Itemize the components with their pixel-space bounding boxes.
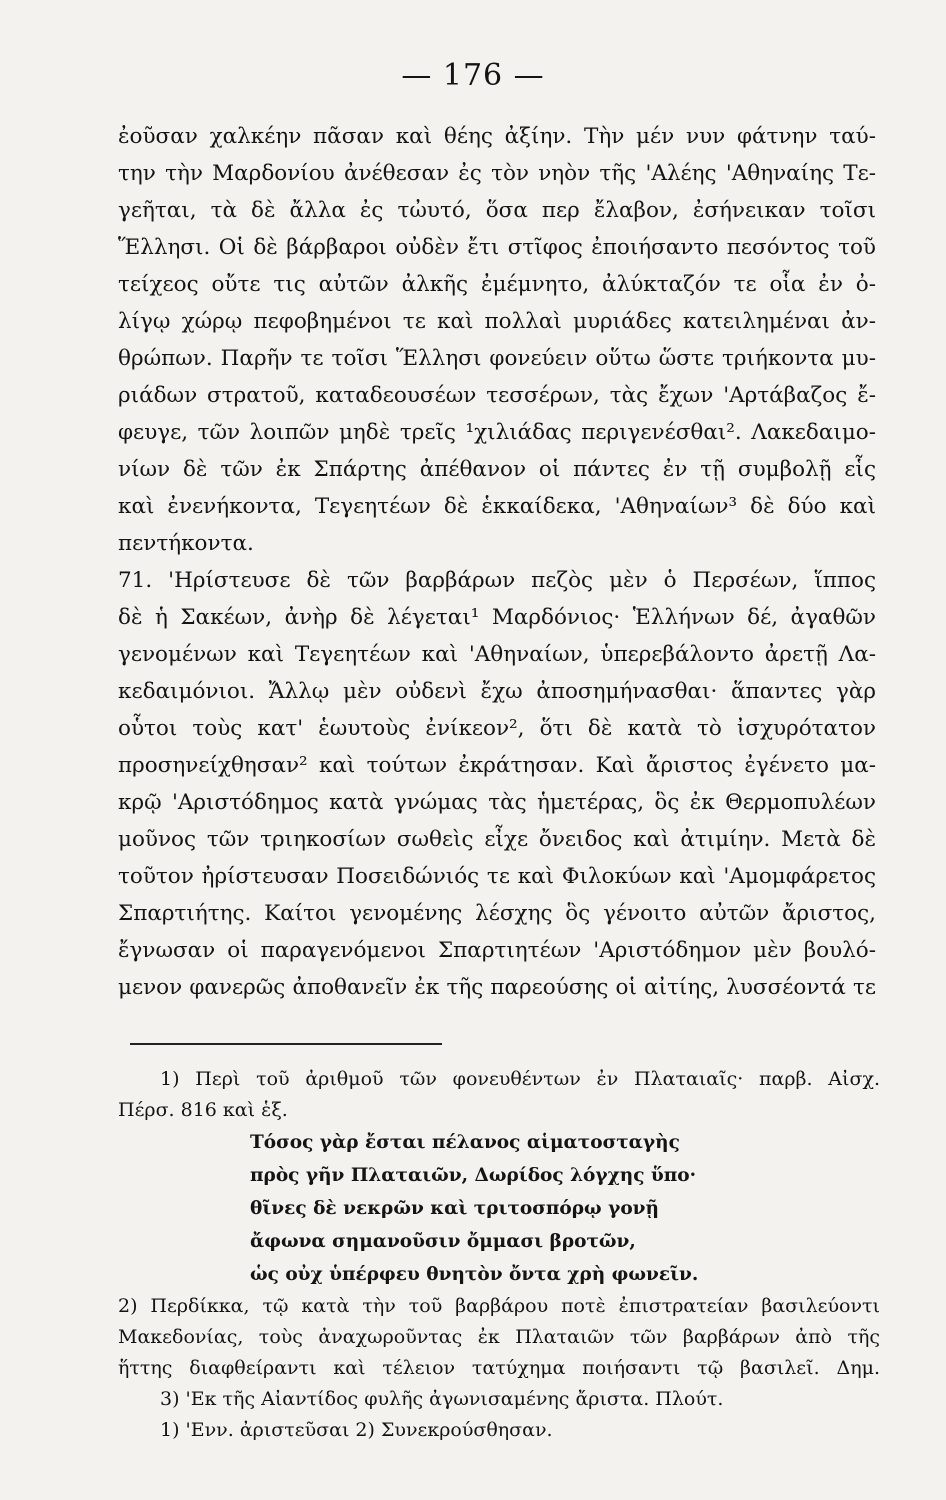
text-line: την τὴν Μαρδονίου ἀνέθεσαν ἐς τὸν νηὸν τῆς 'Αλέης 'Αθηναίης Τε- [118, 161, 876, 186]
text-line: ριάδων στρατοῦ, καταδεουσέων τεσσέρων, τὰς ἔχων 'Αρτάβαζος ἔ- [118, 383, 876, 408]
text-line: ἔγνωσαν οἱ παραγενόμενοι Σπαρτιητέων 'Αριστόδημον μὲν βουλό- [118, 938, 876, 963]
text-line: Ἕλλησι. Οἱ δὲ βάρβαροι οὐδὲν ἔτι στῖφος ἐποιήσαντο πεσόντος τοῦ [118, 235, 876, 260]
text-line: τοῦτον ἠρίστευσαν Ποσειδώνιός τε καὶ Φιλοκύων καὶ 'Αμομφάρετος [118, 864, 876, 889]
text-line: τείχεος οὔτε τις αὐτῶν ἀλκῆς ἐμέμνητο, ἀλύκταζόν τε οἷα ἐν ὀ- [118, 272, 876, 297]
text-line: μοῦνος τῶν τριηκοσίων σωθεὶς εἶχε ὄνειδος καὶ ἀτιμίην. Μετὰ δὲ [118, 827, 876, 852]
main-text [118, 118, 876, 1006]
text-line: δὲ ἡ Σακέων, ἀνὴρ δὲ λέγεται¹ Μαρδόνιος· Ἑλλήνων δέ, ἀγαθῶν [118, 605, 876, 630]
verse-line: Τόσος γὰρ ἔσται πέλανος αἱματοσταγὴς [250, 1132, 680, 1153]
text-line: Σπαρτιήτης. Καίτοι γενομένης λέσχης ὃς γένοιτο αὐτῶν ἄριστος, [118, 901, 876, 926]
text-line: γενομένων καὶ Τεγεητέων καὶ 'Αθηναίων, ὑπερεβάλοντο ἀρετῇ Λα- [118, 642, 876, 667]
footnote-divider [130, 1043, 442, 1045]
text-line: φευγε, τῶν λοιπῶν μηδὲ τρεῖς ¹χιλιάδας περιγενέσθαι². Λακεδαιμο- [118, 420, 876, 445]
text-line: λίγῳ χώρῳ πεφοβημένοι τε καὶ πολλαὶ μυριάδες κατειλημέναι ἀν- [118, 309, 876, 334]
text-line: ἐοῦσαν χαλκέην πᾶσαν καὶ θέης ἀξίην. Τὴν μέν νυν φάτνην ταύ- [118, 124, 876, 149]
verse-line: ἄφωνα σημανοῦσιν ὄμμασι βροτῶν, [250, 1231, 636, 1252]
text-line: γεῆται, τὰ δὲ ἄλλα ἐς τὠυτό, ὅσα περ ἔλαβον, ἐσήνεικαν τοῖσι [118, 198, 876, 223]
footnote-1-line: 1) Περὶ τοῦ ἀριθμοῦ τῶν φονευθέντων ἐν Πλαταιαῖς· παρβ. Αἰσχ. [160, 1068, 880, 1090]
text-line: προσηνείχθησαν² καὶ τούτων ἐκράτησαν. Καὶ ἄριστος ἐγένετο μα- [118, 753, 876, 778]
verse-line: πρὸς γῆν Πλαταιῶν, Δωρίδος λόγχης ὕπο· [250, 1165, 697, 1186]
text-line: νίων δὲ τῶν ἐκ Σπάρτης ἀπέθανον οἱ πάντες ἐν τῇ συμβολῇ εἷς [118, 457, 876, 482]
quoted-verse [118, 1126, 880, 1291]
text-line: οὗτοι τοὺς κατ' ἑωυτοὺς ἐνίκεον², ὅτι δὲ κατὰ τὸ ἰσχυρότατον [118, 716, 876, 741]
footnote-2-line: ἥττης διαφθείραντι καὶ τέλειον τατύχημα ποιήσαντι τῷ βασιλεῖ. Δημ. [118, 1357, 880, 1379]
text-line: μενον φανερῶς ἀποθανεῖν ἐκ τῆς παρεούσης οἱ αἰτίης, λυσσέοντά τε [118, 975, 876, 1000]
glossary-note: 1) 'Ενν. ἀριστεῦσαι 2) Συνεκρούσθησαν. [160, 1419, 553, 1441]
verse-line: θῖνες δὲ νεκρῶν καὶ τριτοσπόρῳ γονῇ [250, 1198, 659, 1219]
text-line: κεδαιμόνιοι. Ἄλλῳ μὲν οὐδενὶ ἔχω ἀποσημήνασθαι· ἅπαντες γὰρ [118, 679, 876, 704]
text-line: θρώπων. Παρῆν τε τοῖσι Ἕλλησι φονεύειν οὕτω ὥστε τριήκοντα μυ- [118, 346, 876, 371]
footnote-1-line: Πέρσ. 816 καὶ ἑξ. [118, 1099, 288, 1121]
footnotes [118, 1064, 880, 1446]
verse-line: ὡς οὐχ ὑπέρφευ θνητὸν ὄντα χρὴ φωνεῖν. [250, 1264, 699, 1285]
text-line: καὶ ἐνενήκοντα, Τεγεητέων δὲ ἑκκαίδεκα, 'Αθηναίων³ δὲ δύο καὶ [118, 494, 876, 519]
footnote-3: 3) 'Εκ τῆς Αἰαντίδος φυλῆς ἀγωνισαμένης ἄριστα. Πλούτ. [160, 1388, 724, 1410]
text-line: πεντήκοντα. [118, 531, 254, 556]
text-line: κρῷ 'Αριστόδημος κατὰ γνώμας τὰς ἡμετέρας, ὃς ἐκ Θερμοπυλέων [118, 790, 876, 815]
footnote-2-line: 2) Περδίκκα, τῷ κατὰ τὴν τοῦ βαρβάρου ποτὲ ἐπιστρατείαν βασιλεύοντι [118, 1295, 880, 1317]
section-71-heading-line: 71. 'Ηρίστευσε δὲ τῶν βαρβάρων πεζὸς μὲν ὁ Περσέων, ἵππος [118, 568, 876, 593]
page-number: — 176 — [401, 58, 545, 93]
footnote-2-line: Μακεδονίας, τοὺς ἀναχωροῦντας ἐκ Πλαταιῶν τῶν βαρβάρων ἀπὸ τῆς [118, 1326, 880, 1348]
